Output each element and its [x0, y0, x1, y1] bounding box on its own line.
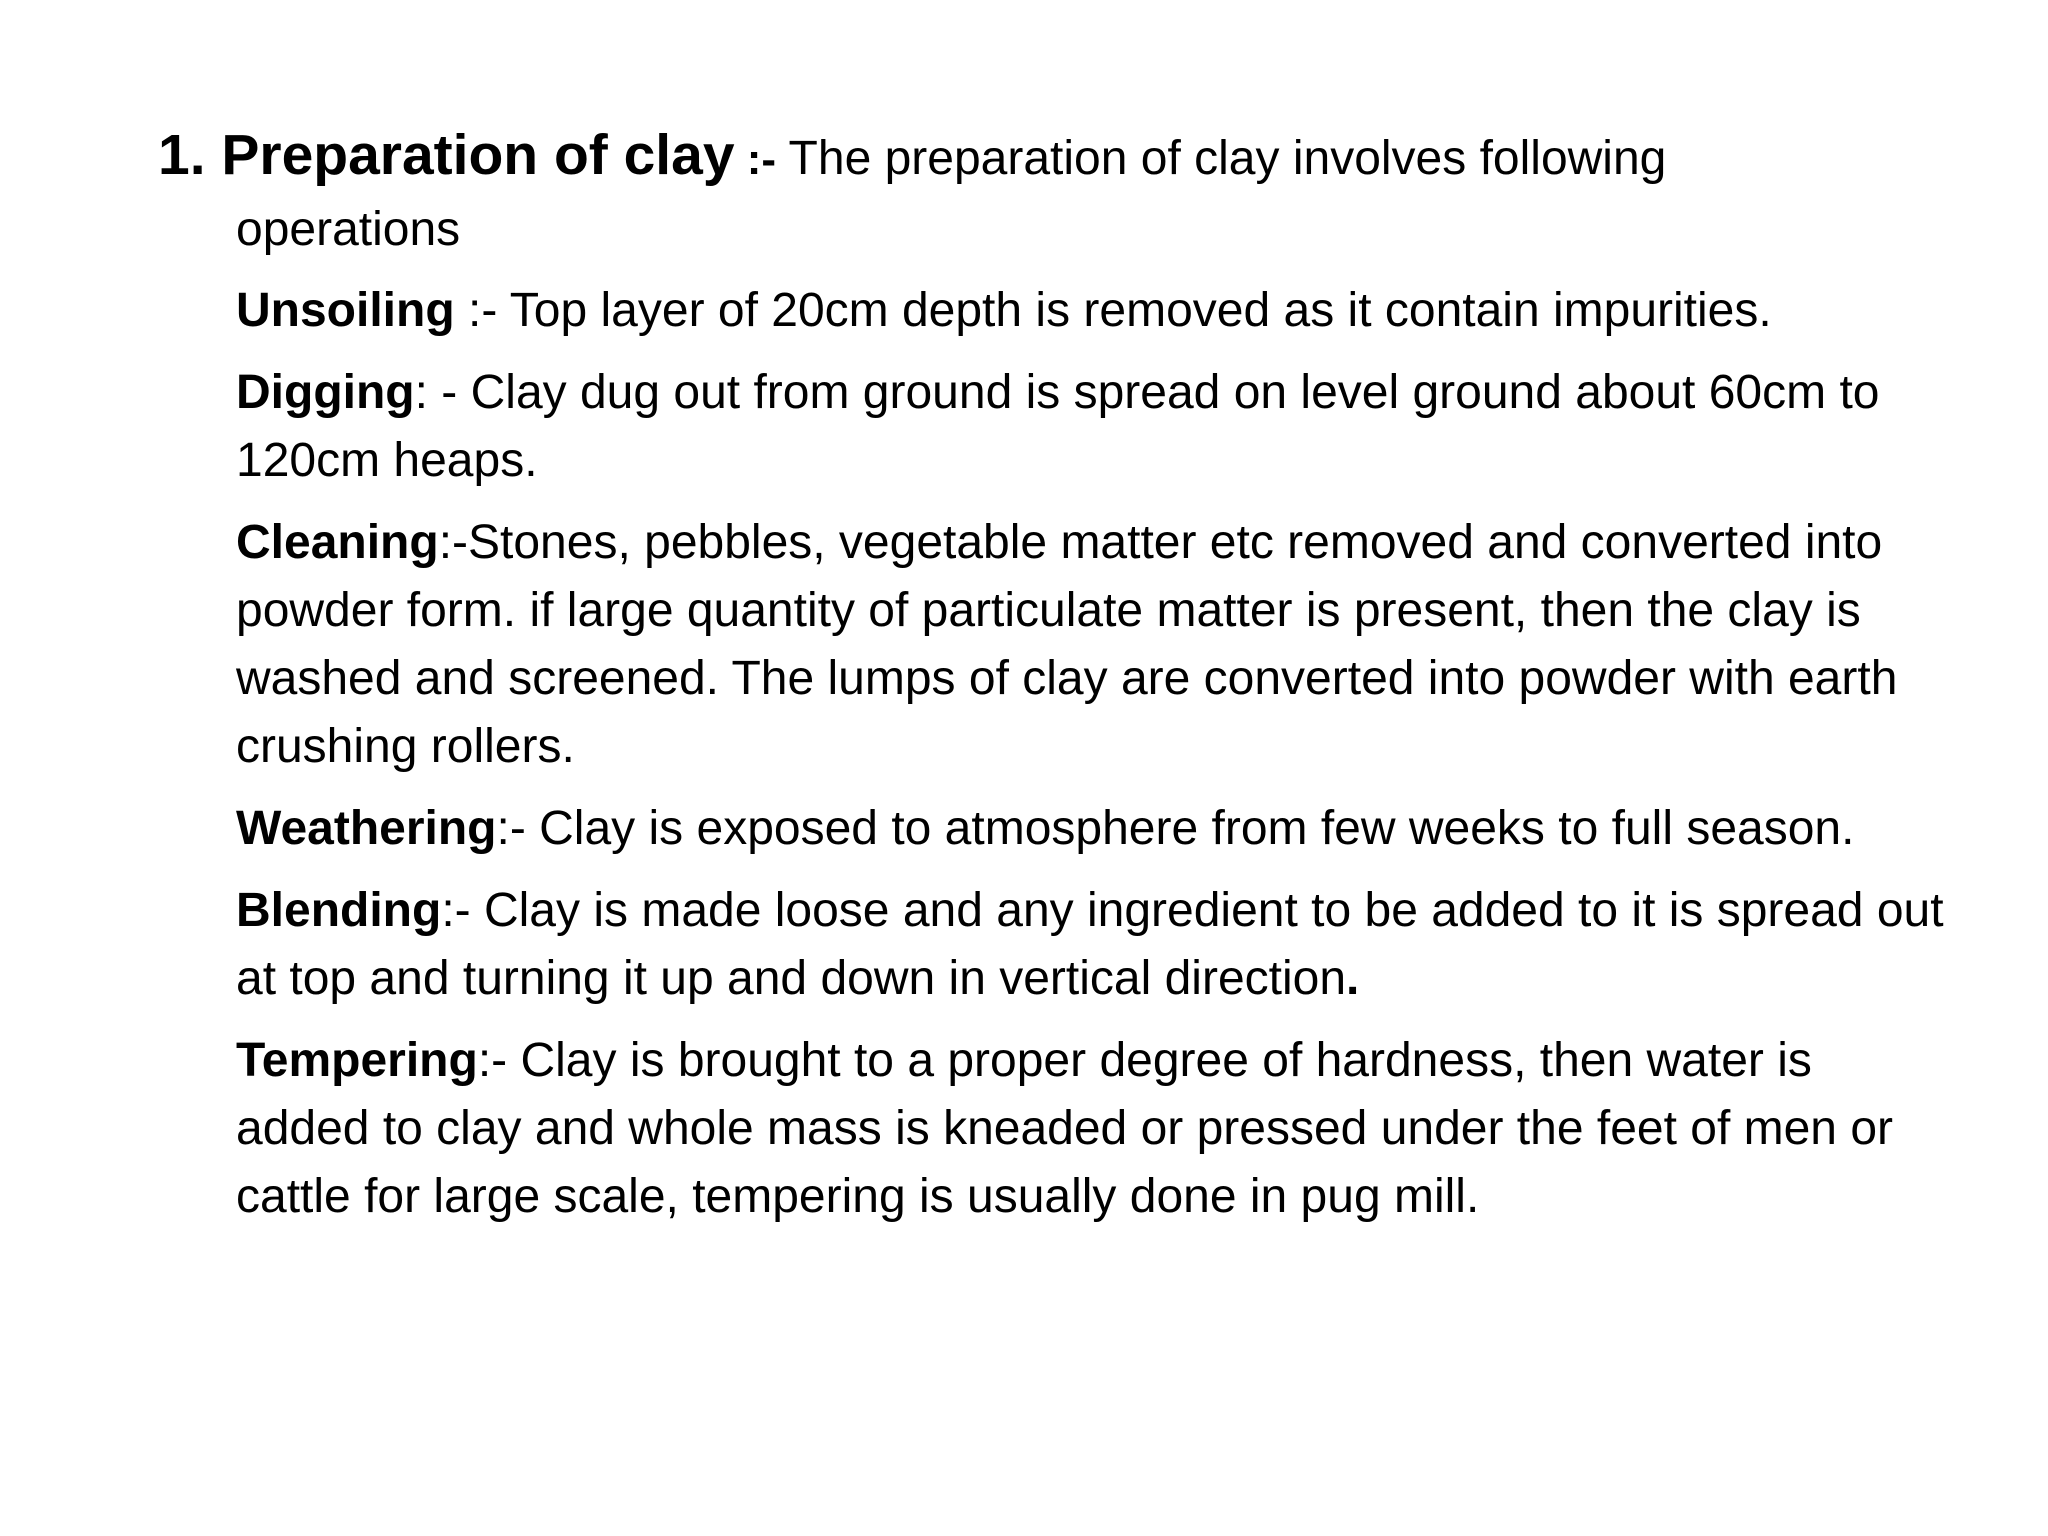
term-label: Weathering: [236, 802, 497, 855]
term-description: :-Stones, pebbles, vegetable matter etc removed and converted into powder form. if large quantity of particulate matter is present, then the clay is washed and screened. The lumps of clay are converted into powder with earth crushing rollers.: [236, 516, 1898, 773]
section-heading: [158, 118, 1958, 197]
heading-title: 1. Preparation of clay: [158, 123, 735, 187]
term-label: Digging: [236, 366, 415, 419]
item-weathering: [158, 795, 1956, 863]
slide-content: [158, 118, 1958, 1231]
item-unsoiling: [158, 277, 1956, 345]
term-label: Unsoiling: [236, 284, 455, 337]
heading-intro-continued: operations: [236, 203, 461, 256]
item-blending: [158, 877, 1956, 1013]
item-digging: [158, 359, 1956, 495]
heading-intro: The preparation of clay involves following: [776, 132, 1667, 185]
item-tempering: [158, 1027, 1956, 1231]
term-description: :- Clay is made loose and any ingredient to be added to it is spread out at top and turning it up and down in vertical direction: [236, 884, 1944, 1005]
term-end-mark: .: [1346, 952, 1360, 1005]
term-label: Tempering: [236, 1034, 478, 1087]
term-description: : - Clay dug out from ground is spread on level ground about 60cm to 120cm heaps.: [236, 366, 1880, 487]
item-cleaning: [158, 509, 1956, 781]
term-description: :- Top layer of 20cm depth is removed as it contain impurities.: [454, 284, 1772, 337]
term-description: :- Clay is exposed to atmosphere from few weeks to full season.: [496, 802, 1855, 855]
term-label: Cleaning: [236, 516, 439, 569]
heading-separator: :-: [734, 135, 777, 184]
term-description: :- Clay is brought to a proper degree of hardness, then water is added to clay and whole mass is kneaded or pressed under the feet of men or cattle for large scale, tempering is usually done in pug mill.: [236, 1034, 1894, 1223]
term-label: Blending: [236, 884, 442, 937]
